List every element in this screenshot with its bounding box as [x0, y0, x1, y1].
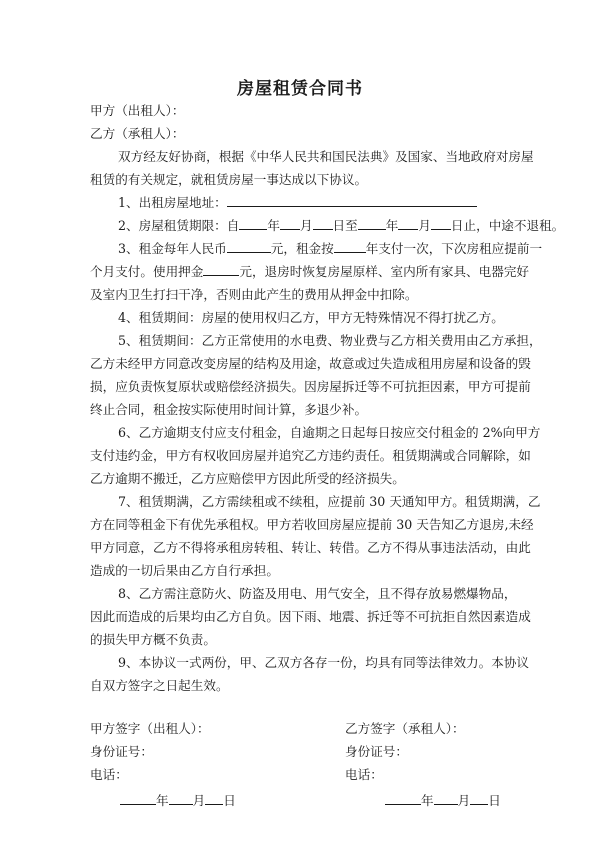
clause-1 — [118, 192, 477, 211]
payment-period-blank[interactable] — [334, 240, 366, 253]
party-b-month-label: 月 — [457, 793, 471, 808]
party-a-signature: 甲方签字（出租人）： — [90, 721, 210, 736]
clause-3-text-c: 年支付一次，下次房租应提前一 — [365, 241, 543, 256]
clause-7-line-3: 甲方同意，乙方不得将承租房转租、转让、转借。乙方不得从事违法活动，由此 — [90, 540, 531, 555]
end-day-blank[interactable] — [431, 217, 451, 230]
party-b-year-blank[interactable] — [385, 792, 421, 805]
party-b-label: 乙方（承租人）： — [90, 126, 185, 141]
clause-6-line-1: 6、乙方逾期支付应支付租金，自逾期之日起每日按应交付租金的 2%向甲方 — [118, 425, 541, 440]
clause-7-line-4: 造成的一切后果由乙方自行承担。 — [90, 563, 279, 578]
clause-3-text-b: 元，租金按 — [270, 241, 334, 256]
address-blank[interactable] — [227, 194, 477, 207]
clause-8-line-2: 因此而造成的后果均由乙方自负。因下雨、地震、拆迁等不可抗拒自然因素造成 — [90, 609, 531, 624]
clause-2-text-c: 月 — [299, 218, 313, 233]
clause-5-line-3: 损，应负责恢复原状或赔偿经济损失。因房屋拆迁等不可抗拒因素，甲方可提前 — [90, 379, 531, 394]
clause-4: 4、租赁期间：房屋的使用权归乙方，甲方无特殊情况不得打扰乙方。 — [118, 310, 504, 325]
party-b-day-label: 日 — [488, 793, 501, 808]
party-a-day-label: 日 — [223, 793, 236, 808]
party-a-id-number: 身份证号： — [90, 744, 153, 759]
party-a-label: 甲方（出租人）： — [90, 103, 185, 118]
clause-7-line-1: 7、租赁期满，乙方需续租或不续租，应提前 30 天通知甲方。租赁期满，乙 — [118, 494, 541, 509]
party-a-month-blank[interactable] — [169, 792, 193, 805]
party-b-date — [385, 790, 501, 809]
clause-3-text-d: 个月支付。使用押金 — [90, 264, 204, 279]
clause-5-line-4: 终止合同，租金按实际使用时间计算，多退少补。 — [90, 402, 368, 417]
clause-7-line-2: 方在同等租金下有优先承租权。甲方若收回房屋应提前 30 天告知乙方退房,未经 — [90, 517, 534, 532]
end-month-blank[interactable] — [398, 217, 418, 230]
party-b-id-number: 身份证号： — [345, 744, 408, 759]
start-year-blank[interactable] — [239, 217, 267, 230]
end-year-blank[interactable] — [358, 217, 386, 230]
clause-2-text-g: 日止，中途不退租。 — [450, 218, 565, 233]
rent-amount-blank[interactable] — [227, 240, 271, 253]
clause-5-line-1: 5、租赁期间：乙方正常使用的水电费、物业费与乙方相关费用由乙方承担， — [118, 333, 542, 348]
clause-2-text-a: 2、房屋租赁期限：自 — [118, 218, 240, 233]
clause-6-line-3: 乙方逾期不搬迁，乙方应赔偿甲方因此所受的经济损失。 — [90, 471, 405, 486]
clause-2-text-d: 日至 — [332, 218, 358, 233]
clause-3 — [118, 238, 542, 257]
deposit-blank[interactable] — [203, 263, 239, 276]
party-b-day-blank[interactable] — [470, 792, 488, 805]
start-month-blank[interactable] — [280, 217, 300, 230]
party-a-month-label: 月 — [192, 793, 206, 808]
clause-5-line-2: 乙方未经甲方同意改变房屋的结构及用途，故意或过失造成租用房屋和设备的毁 — [90, 356, 531, 371]
party-a-year-blank[interactable] — [120, 792, 156, 805]
start-day-blank[interactable] — [313, 217, 333, 230]
clause-2-text-b: 年 — [267, 218, 280, 233]
clause-2 — [118, 215, 564, 234]
clause-6-line-2: 支付违约金，甲方有权收回房屋并追究乙方违约责任。租赁期满或合同解除，如 — [90, 448, 531, 463]
clause-8-line-3: 的损失甲方概不负责。 — [90, 632, 216, 647]
clause-9-line-1: 9、本协议一式两份，甲、乙双方各存一份，均具有同等法律效力。本协议 — [118, 655, 530, 670]
party-a-phone: 电话： — [90, 767, 128, 782]
intro-line-2: 租赁的有关规定，就租赁房屋一事达成以下协议。 — [90, 172, 368, 187]
party-a-date — [120, 790, 236, 809]
party-a-year-label: 年 — [156, 793, 169, 808]
party-b-year-label: 年 — [421, 793, 434, 808]
document-title: 房屋租赁合同书 — [237, 79, 363, 99]
party-b-month-blank[interactable] — [434, 792, 458, 805]
clause-3-text-e: 元，退房时恢复房屋原样、室内所有家具、电器完好 — [239, 264, 529, 279]
clause-2-text-e: 年 — [385, 218, 399, 233]
clause-3-line-2 — [90, 261, 529, 280]
party-a-day-blank[interactable] — [205, 792, 223, 805]
clause-2-text-f: 月 — [418, 218, 431, 233]
intro-line-1: 双方经友好协商，根据《中华人民共和国民法典》及国家、当地政府对房屋 — [118, 149, 534, 164]
clause-3-line-3: 及室内卫生打扫干净，否则由此产生的费用从押金中扣除。 — [90, 287, 418, 302]
clause-3-text-a: 3、租金每年人民币 — [118, 241, 227, 256]
clause-8-line-1: 8、乙方需注意防火、防盗及用电、用气安全，且不得存放易燃爆物品， — [118, 586, 517, 601]
clause-9-line-2: 自双方签字之日起生效。 — [90, 678, 229, 693]
clause-1-text: 1、出租房屋地址： — [118, 195, 227, 210]
party-b-phone: 电话： — [345, 767, 383, 782]
party-b-signature: 乙方签字（承租人）： — [345, 721, 465, 736]
